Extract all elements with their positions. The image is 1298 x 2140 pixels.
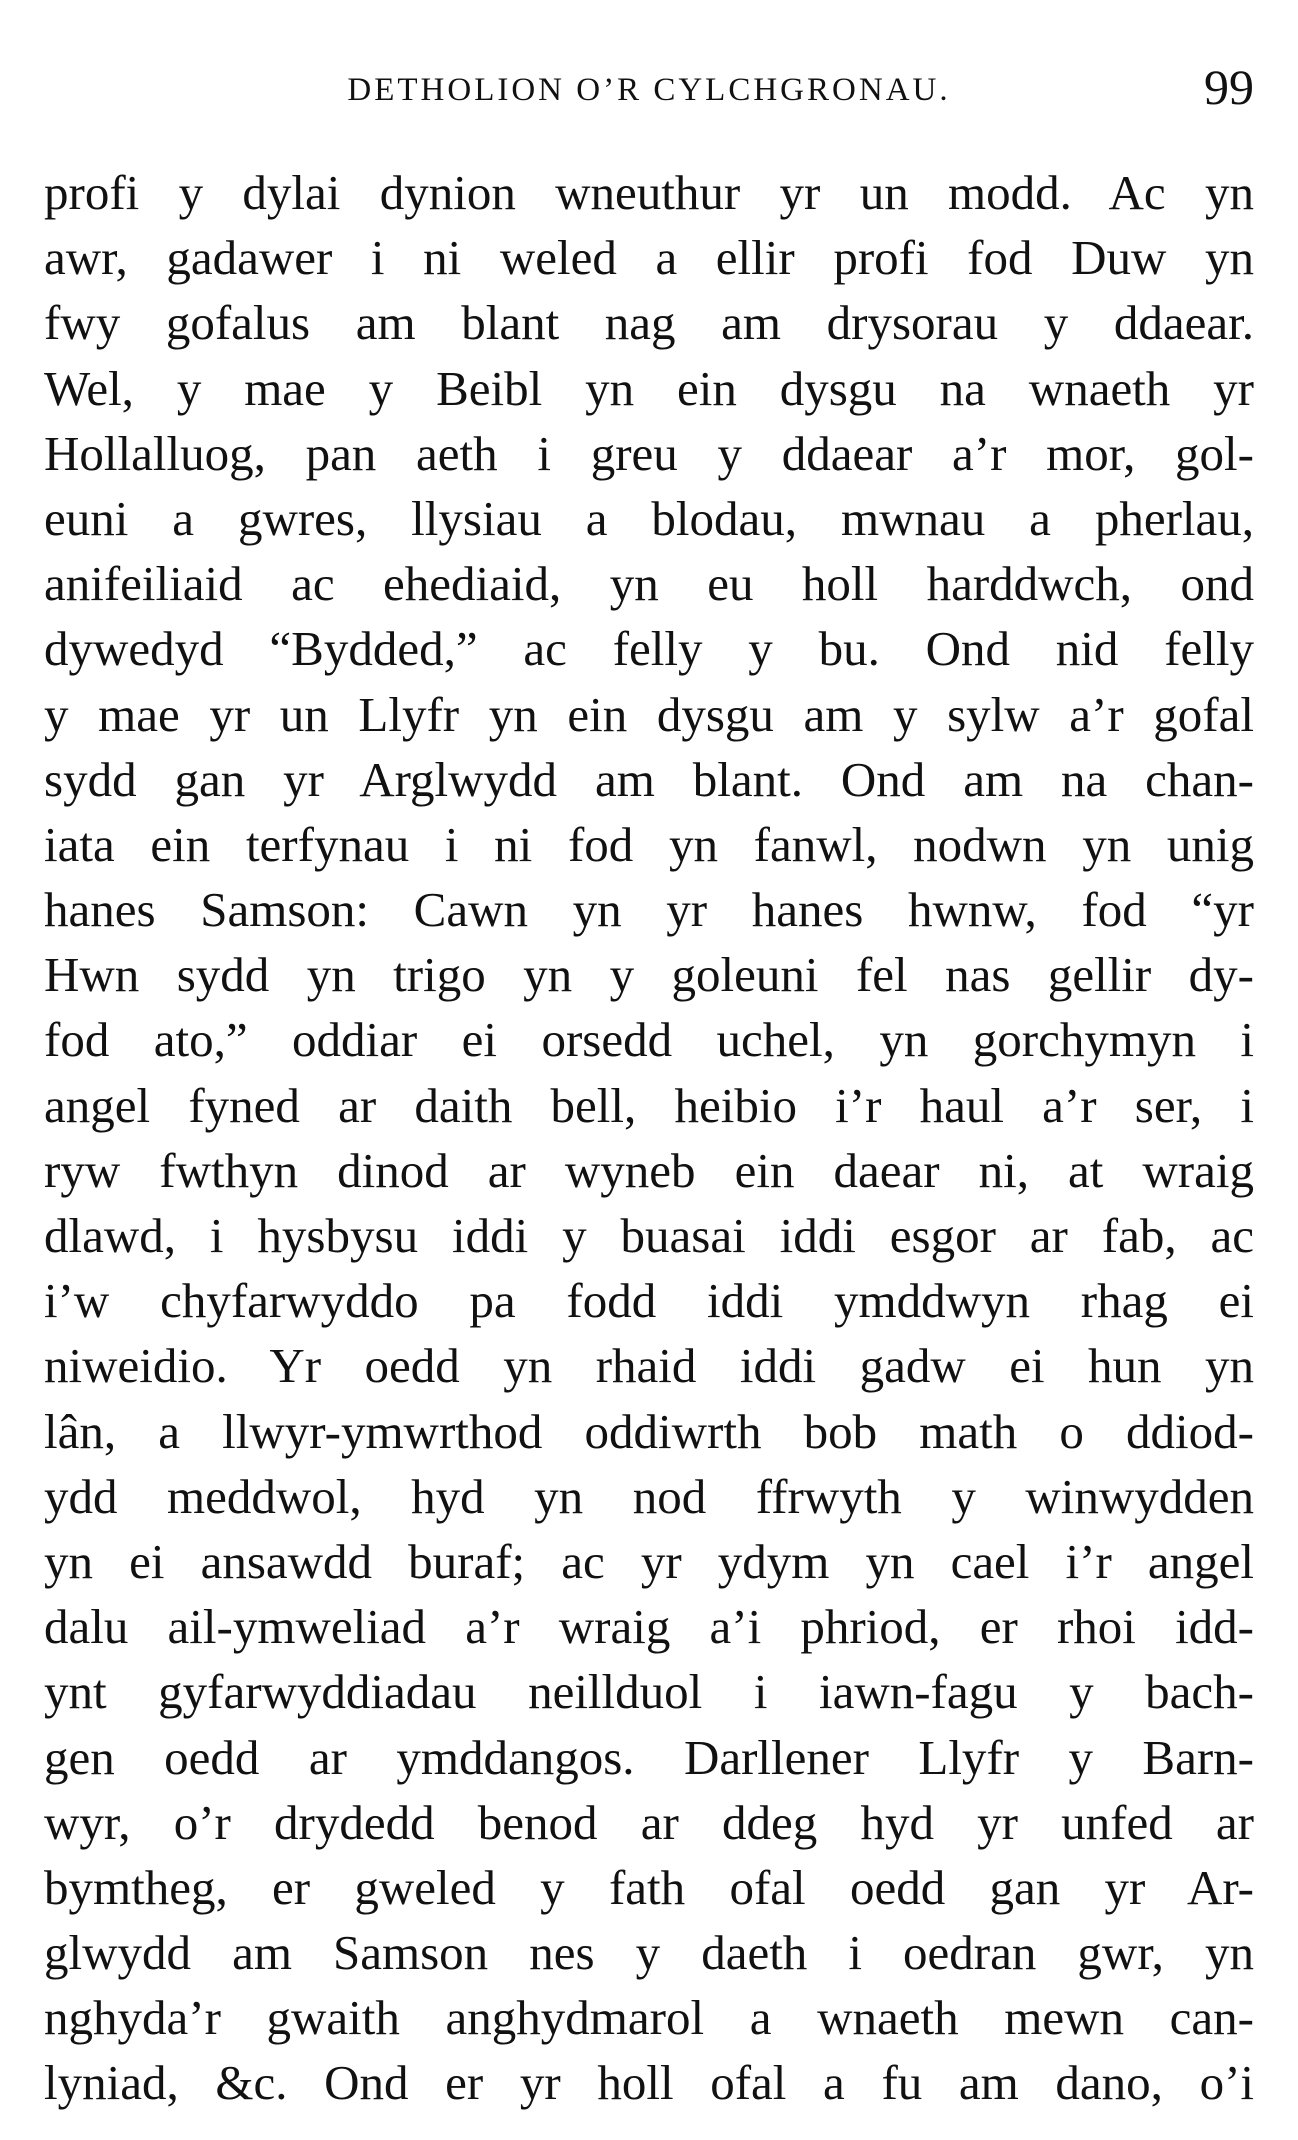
text-line: dywedyd “Bydded,” ac felly y bu. Ond nid felly [44, 621, 1254, 677]
running-title: DETHOLION O’R CYLCHGRONAU. [347, 72, 951, 108]
text-line: ryw fwthyn dinod ar wyneb ein daear ni, at wraig [44, 1142, 1254, 1198]
page-number: 99 [1204, 59, 1254, 115]
body-text [44, 160, 1254, 2116]
text-line: lân, a llwyr-ymwrthod oddiwrth bob math o ddiod- [44, 1403, 1254, 1459]
text-line: ynt gyfarwyddiadau neillduol i iawn-fagu y bach- [44, 1664, 1254, 1720]
text-line: iata ein terfynau i ni fod yn fanwl, nodwn yn unig [44, 816, 1254, 872]
text-line: lyniad, &c. Ond er yr holl ofal a fu am dano, o’i [44, 2055, 1254, 2111]
text-line: dlawd, i hysbysu iddi y buasai iddi esgor ar fab, ac [44, 1208, 1254, 1263]
text-line: awr, gadawer i ni weled a ellir profi fod Duw yn [44, 230, 1254, 286]
text-line: yn ei ansawdd buraf; ac yr ydym yn cael i’r angel [44, 1533, 1254, 1589]
text-line: anifeiliaid ac ehediaid, yn eu holl harddwch, ond [44, 556, 1254, 612]
text-line: wyr, o’r drydedd benod ar ddeg hyd yr unfed ar [44, 1794, 1254, 1850]
text-line: angel fyned ar daith bell, heibio i’r haul a’r ser, i [44, 1077, 1254, 1133]
text-line: Hollalluog, pan aeth i greu y ddaear a’r mor, gol- [44, 425, 1254, 481]
text-line: sydd gan yr Arglwydd am blant. Ond am na chan- [44, 751, 1254, 807]
text-line: ydd meddwol, hyd yn nod ffrwyth y winwydden [44, 1468, 1254, 1524]
text-line: Wel, y mae y Beibl yn ein dysgu na wnaeth yr [44, 360, 1254, 416]
text-line: bymtheg, er gweled y fath ofal oedd gan yr Ar- [44, 1859, 1254, 1915]
text-line: gen oedd ar ymddangos. Darllener Llyfr y Barn- [44, 1729, 1254, 1785]
text-line: hanes Samson: Cawn yn yr hanes hwnw, fod “yr [44, 882, 1254, 938]
text-line: fod ato,” oddiar ei orsedd uchel, yn gorchymyn i [44, 1012, 1254, 1068]
text-line: Hwn sydd yn trigo yn y goleuni fel nas gellir dy- [44, 947, 1254, 1003]
text-line: dalu ail-ymweliad a’r wraig a’i phriod, er rhoi idd- [44, 1599, 1254, 1655]
text-line: nghyda’r gwaith anghydmarol a wnaeth mewn can- [44, 1990, 1254, 2046]
text-line: glwydd am Samson nes y daeth i oedran gwr, yn [44, 1925, 1254, 1981]
text-line: profi y dylai dynion wneuthur yr un modd. Ac yn [44, 165, 1254, 220]
text-line: niweidio. Yr oedd yn rhaid iddi gadw ei hun yn [44, 1338, 1254, 1394]
text-line: fwy gofalus am blant nag am drysorau y ddaear. [44, 295, 1254, 351]
text-line: i’w chyfarwyddo pa fodd iddi ymddwyn rhag ei [44, 1273, 1254, 1329]
text-line: y mae yr un Llyfr yn ein dysgu am y sylw a’r gofal [44, 686, 1254, 742]
text-line: euni a gwres, llysiau a blodau, mwnau a pherlau, [44, 490, 1254, 546]
running-head [44, 58, 1254, 118]
